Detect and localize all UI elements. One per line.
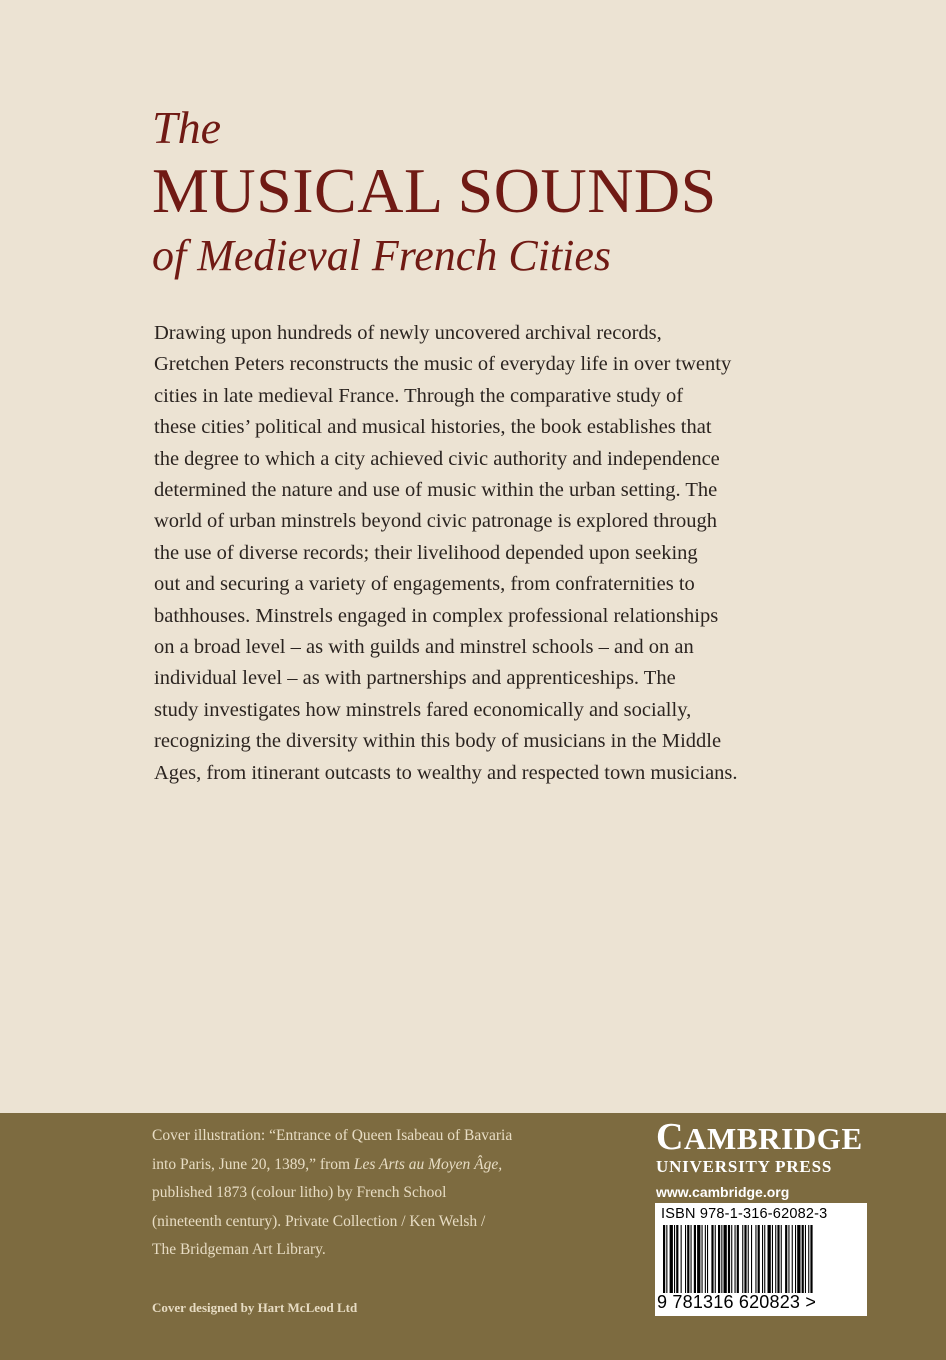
blurb-line: cities in late medieval France. Through the comparative study of xyxy=(154,384,684,407)
barcode-bar xyxy=(691,1225,692,1293)
credit-line xyxy=(152,1151,582,1180)
barcode-bar xyxy=(805,1225,806,1293)
barcode-bar xyxy=(687,1225,689,1293)
isbn-barcode xyxy=(655,1203,867,1316)
credit-line: Cover illustration: “Entrance of Queen Isabeau of Bavaria xyxy=(152,1127,513,1144)
barcode-bar xyxy=(772,1225,773,1293)
publisher-logo xyxy=(656,1116,868,1200)
blurb-line: these cities’ political and musical histories, the book establishes that xyxy=(154,416,712,439)
barcode-bar xyxy=(764,1225,765,1293)
title-main: MUSICAL SOUNDS xyxy=(152,155,717,226)
barcode-bar xyxy=(694,1225,696,1293)
barcode-bar xyxy=(797,1225,800,1293)
barcode-bar xyxy=(762,1225,763,1293)
barcode-bar xyxy=(718,1225,720,1293)
barcode-bar xyxy=(715,1225,716,1293)
barcode-bar xyxy=(670,1225,673,1293)
credit-book-title: Les Arts au Moyen Âge, xyxy=(353,1155,503,1173)
cover-credit xyxy=(152,1122,582,1265)
barcode-bar xyxy=(705,1225,706,1293)
barcode-bar xyxy=(685,1225,686,1293)
blurb-line: Ages, from itinerant outcasts to wealthy and respected town musicians. xyxy=(154,761,738,784)
blurb-line: the use of diverse records; their livelihood depended upon seeking xyxy=(154,541,698,564)
barcode-bar xyxy=(707,1225,708,1293)
barcode-bar xyxy=(802,1225,804,1293)
barcode-bar xyxy=(711,1225,713,1293)
barcode-bar xyxy=(808,1225,809,1293)
barcode-bar xyxy=(663,1225,665,1293)
barcode-bar xyxy=(724,1225,727,1293)
credit-text: into Paris, June 20, 1389,” from xyxy=(152,1155,354,1173)
barcode-digits: 9 781316 620823 > xyxy=(657,1292,817,1312)
blurb-line: determined the nature and use of music within the urban setting. The xyxy=(154,479,718,502)
credit-line: (nineteenth century). Private Collection / Ken Welsh / xyxy=(152,1212,486,1230)
barcode-bar xyxy=(702,1225,703,1293)
barcode-bar xyxy=(795,1225,796,1293)
publisher-press: UNIVERSITY PRESS xyxy=(656,1157,833,1176)
barcode-bar xyxy=(728,1225,730,1293)
cover-designer: Cover designed by Hart McLeod Ltd xyxy=(152,1300,358,1315)
publisher-initial: C xyxy=(656,1116,685,1158)
barcode-bar xyxy=(788,1225,789,1293)
barcode-bar xyxy=(792,1225,793,1293)
blurb-line: study investigates how minstrels fared economically and socially, xyxy=(154,698,692,721)
blurb-line: world of urban minstrels beyond civic patronage is explored through xyxy=(154,510,718,533)
title-the: The xyxy=(152,102,221,153)
barcode-bar xyxy=(781,1225,782,1293)
barcode-bar xyxy=(768,1225,771,1293)
barcode-bar xyxy=(737,1225,739,1293)
barcode-bar xyxy=(751,1225,752,1293)
blurb-line: bathhouses. Minstrels engaged in complex professional relationships xyxy=(154,604,719,627)
publisher-name xyxy=(656,1116,868,1158)
barcode-bar xyxy=(666,1225,667,1293)
blurb-line: out and securing a variety of engagements, from confraternities to xyxy=(154,573,695,596)
barcode-bar xyxy=(748,1225,749,1293)
blurb-line: recognizing the diversity within this body of musicians in the Middle xyxy=(154,730,722,753)
credit-line: The Bridgeman Art Library. xyxy=(152,1241,326,1259)
blurb-line: individual level – as with partnerships and apprenticeships. The xyxy=(154,667,676,690)
blurb-line: Drawing upon hundreds of newly uncovered archival records, xyxy=(154,322,662,344)
barcode-bars xyxy=(661,1225,861,1293)
barcode-bar xyxy=(755,1225,756,1293)
blurb-line: on a broad level – as with guilds and minstrel schools – and on an xyxy=(154,636,694,659)
barcode-bar xyxy=(721,1225,722,1293)
book-title xyxy=(152,100,872,286)
barcode-bar xyxy=(758,1225,760,1293)
barcode-bar xyxy=(785,1225,787,1293)
barcode-bar xyxy=(731,1225,732,1293)
barcode-bar xyxy=(742,1225,743,1293)
blurb-line: Gretchen Peters reconstructs the music of everyday life in over twenty xyxy=(154,353,732,376)
barcode-bar xyxy=(674,1225,675,1293)
barcode-bar xyxy=(810,1225,812,1293)
barcode-bar xyxy=(681,1225,682,1293)
barcode-bar xyxy=(775,1225,776,1293)
blurb-text xyxy=(154,318,814,789)
barcode-bar xyxy=(744,1225,746,1293)
barcode-bar xyxy=(676,1225,678,1293)
publisher-name-rest: AMBRIDGE xyxy=(684,1121,863,1156)
isbn-label: ISBN 978-1-316-62082-3 xyxy=(661,1206,828,1222)
barcode-bar xyxy=(697,1225,700,1293)
barcode-bar xyxy=(735,1225,736,1293)
blurb-line: the degree to which a city achieved civic authority and independence xyxy=(154,447,720,470)
credit-line: published 1873 (colour litho) by French School xyxy=(152,1184,447,1202)
publisher-url: www.cambridge.org xyxy=(656,1184,790,1200)
title-subtitle: of Medieval French Cities xyxy=(152,231,612,280)
barcode-bar xyxy=(777,1225,779,1293)
